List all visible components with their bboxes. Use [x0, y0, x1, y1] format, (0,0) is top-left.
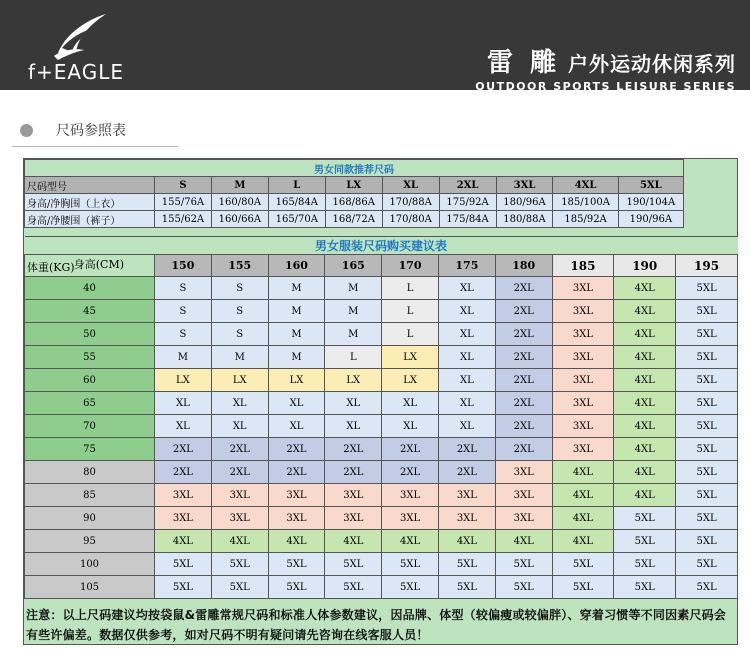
size-advice-cell: 2XL [268, 461, 325, 484]
size-advice-cell: 3XL [495, 484, 552, 507]
size-advice-cell: 5XL [268, 576, 325, 599]
size-advice-cell: 2XL [211, 438, 268, 461]
size-advice-cell: S [155, 300, 212, 323]
table1-cell: 180/88A [496, 211, 553, 228]
size-advice-cell: LX [211, 369, 268, 392]
size-advice-cell: L [382, 300, 439, 323]
table2-row [25, 438, 738, 461]
size-advice-cell: S [211, 277, 268, 300]
weight-cell: 75 [25, 438, 155, 461]
table1-title: 男女同款推荐尺码 [25, 160, 684, 177]
size-advice-cell: XL [438, 392, 495, 415]
size-advice-cell: 2XL [268, 438, 325, 461]
size-advice-cell: 5XL [676, 484, 738, 507]
size-note: 注意：以上尺码建议均按袋鼠&雷雕常规尺码和标准人体参数建议，因品牌、体型（较偏瘦或较偏胖）、穿着习惯等不同因素尺码会有些许偏差。数据仅供参考，如对尺码不明有疑问请先咨询在线客服人员！ [26, 608, 727, 642]
table1-cell: 170/88A [382, 194, 439, 211]
size-advice-cell: 5XL [155, 576, 212, 599]
size-advice-cell: XL [438, 369, 495, 392]
table1-row [25, 194, 684, 211]
size-advice-cell: 4XL [614, 438, 676, 461]
table1-cell: 185/100A [553, 194, 618, 211]
size-advice-cell: 2XL [438, 438, 495, 461]
weight-cell: 50 [25, 323, 155, 346]
size-advice-cell: 5XL [211, 576, 268, 599]
table2-row [25, 461, 738, 484]
size-advice-cell: L [325, 346, 382, 369]
size-advice-cell: S [211, 300, 268, 323]
size-header-cell: XL [382, 177, 439, 194]
corner-weight-label: 体重(KG) [27, 261, 75, 274]
table2-row [25, 415, 738, 438]
table2-row [25, 323, 738, 346]
size-header-cell: LX [325, 177, 382, 194]
size-advice-cell: LX [382, 346, 439, 369]
size-advice-cell: XL [325, 392, 382, 415]
size-advice-cell: 3XL [552, 392, 614, 415]
size-advice-cell: 4XL [614, 392, 676, 415]
size-advice-cell: 3XL [382, 507, 439, 530]
table1-cell: 170/80A [382, 211, 439, 228]
size-advice-cell: L [382, 277, 439, 300]
size-advice-cell: 3XL [438, 507, 495, 530]
weight-cell: 45 [25, 300, 155, 323]
size-recommend-table [24, 159, 684, 228]
table2-row [25, 530, 738, 553]
table1-cell: 190/96A [618, 211, 683, 228]
size-advice-cell: 3XL [211, 507, 268, 530]
size-advice-cell: 4XL [552, 461, 614, 484]
weight-cell: 40 [25, 277, 155, 300]
size-advice-cell: XL [268, 392, 325, 415]
size-advice-cell: 5XL [552, 553, 614, 576]
size-advice-cell: 3XL [211, 484, 268, 507]
size-advice-cell: 2XL [211, 461, 268, 484]
size-advice-cell: 3XL [155, 484, 212, 507]
size-advice-cell: 5XL [325, 553, 382, 576]
height-header-cell: 150 [155, 255, 212, 277]
size-advice-cell: 5XL [676, 392, 738, 415]
size-advice-cell: 4XL [211, 530, 268, 553]
size-advice-cell: 5XL [614, 576, 676, 599]
size-advice-cell: 5XL [495, 553, 552, 576]
size-advice-cell: 2XL [438, 461, 495, 484]
table1-cell: 180/96A [496, 194, 553, 211]
size-advice-cell: 2XL [382, 438, 439, 461]
size-advice-cell: 3XL [268, 484, 325, 507]
size-advice-cell: 3XL [552, 415, 614, 438]
weight-cell: 70 [25, 415, 155, 438]
height-header-cell: 155 [211, 255, 268, 277]
size-advice-cell: 4XL [382, 530, 439, 553]
table1-cell: 185/92A [553, 211, 618, 228]
table1-cell: 165/70A [268, 211, 325, 228]
size-advice-cell: 2XL [155, 438, 212, 461]
size-advice-cell: XL [438, 300, 495, 323]
size-advice-cell: S [211, 323, 268, 346]
size-advice-cell: 5XL [211, 553, 268, 576]
size-advice-cell: 3XL [325, 484, 382, 507]
size-advice-cell: 5XL [676, 300, 738, 323]
size-advice-cell: 2XL [495, 438, 552, 461]
size-advice-cell: LX [155, 369, 212, 392]
table2-title: 男女服装尺码购买建议表 [25, 237, 738, 255]
size-advice-cell: 2XL [325, 438, 382, 461]
weight-cell: 60 [25, 369, 155, 392]
size-advice-cell: 2XL [155, 461, 212, 484]
table1-cell: 168/72A [325, 211, 382, 228]
size-advice-cell: 5XL [438, 576, 495, 599]
size-advice-cell: 4XL [614, 277, 676, 300]
weight-cell: 105 [25, 576, 155, 599]
corner-height-label: 身高(CM) [73, 258, 124, 271]
table1-cell: 155/76A [155, 194, 212, 211]
size-advice-cell: 3XL [552, 346, 614, 369]
size-advice-cell: 2XL [495, 277, 552, 300]
size-advice-cell: 3XL [552, 277, 614, 300]
size-advice-cell: 5XL [614, 530, 676, 553]
size-advice-cell: 5XL [268, 553, 325, 576]
weight-cell: 55 [25, 346, 155, 369]
size-advice-cell: 4XL [614, 461, 676, 484]
size-advice-cell: 5XL [382, 576, 439, 599]
size-advice-cell: 4XL [325, 530, 382, 553]
brand-cn-big: 雷 雕 [486, 48, 561, 78]
size-advice-cell: M [268, 346, 325, 369]
table1-row-label: 身高/净胸围（上衣） [25, 194, 155, 211]
size-advice-cell: 5XL [676, 415, 738, 438]
size-advice-cell: 4XL [495, 530, 552, 553]
size-advice-cell: 5XL [614, 507, 676, 530]
size-advice-cell: M [268, 300, 325, 323]
size-advice-cell: 5XL [438, 553, 495, 576]
size-advice-cell: 4XL [614, 369, 676, 392]
size-advice-cell: 3XL [552, 323, 614, 346]
size-advice-cell: XL [438, 277, 495, 300]
size-advice-cell: LX [325, 369, 382, 392]
weight-cell: 80 [25, 461, 155, 484]
size-advice-cell: 5XL [676, 369, 738, 392]
table2-row [25, 346, 738, 369]
size-advice-cell: 3XL [552, 369, 614, 392]
size-advice-cell: 3XL [438, 484, 495, 507]
table2-row [25, 369, 738, 392]
table2-row [25, 507, 738, 530]
size-advice-cell: M [155, 346, 212, 369]
height-header-cell: 195 [676, 255, 738, 277]
weight-cell: 95 [25, 530, 155, 553]
height-header-cell: 190 [614, 255, 676, 277]
logo-text: f+EAGLE [28, 60, 125, 84]
size-advice-cell: 3XL [325, 507, 382, 530]
size-advice-cell: 5XL [676, 461, 738, 484]
size-advice-cell: XL [382, 392, 439, 415]
size-advice-cell: 2XL [382, 461, 439, 484]
size-advice-cell: 3XL [495, 461, 552, 484]
size-header-cell: 3XL [496, 177, 553, 194]
table1-cell: 175/84A [439, 211, 496, 228]
size-advice-cell: 3XL [382, 484, 439, 507]
brand-cn [475, 42, 736, 79]
section-title: 尺码参照表 [56, 123, 126, 139]
size-advice-cell: 5XL [676, 438, 738, 461]
size-advice-cell: 5XL [676, 346, 738, 369]
size-advice-cell: 3XL [552, 300, 614, 323]
size-advice-table [24, 236, 738, 599]
size-advice-cell: 5XL [676, 530, 738, 553]
size-advice-cell: 2XL [495, 300, 552, 323]
brand-block [475, 42, 736, 93]
table2-row [25, 576, 738, 599]
size-advice-cell: 4XL [155, 530, 212, 553]
size-advice-cell: 5XL [676, 553, 738, 576]
size-header-cell: L [268, 177, 325, 194]
size-advice-cell: XL [438, 323, 495, 346]
weight-cell: 85 [25, 484, 155, 507]
size-advice-cell: M [268, 323, 325, 346]
size-advice-cell: XL [211, 415, 268, 438]
size-advice-cell: M [268, 277, 325, 300]
size-advice-cell: 2XL [495, 369, 552, 392]
size-advice-cell: 4XL [614, 346, 676, 369]
table2-row [25, 553, 738, 576]
size-advice-cell: 5XL [676, 323, 738, 346]
size-advice-cell: S [155, 323, 212, 346]
brand-en: OUTDOOR SPORTS LEISURE SERIES [475, 80, 736, 93]
table1-cell: 168/86A [325, 194, 382, 211]
size-advice-cell: XL [268, 415, 325, 438]
size-advice-cell: 4XL [552, 530, 614, 553]
size-header-cell: 2XL [439, 177, 496, 194]
height-header-cell: 180 [495, 255, 552, 277]
size-advice-cell: 4XL [614, 484, 676, 507]
table1-row [25, 211, 684, 228]
size-advice-cell: L [382, 323, 439, 346]
size-advice-cell: 5XL [676, 507, 738, 530]
size-advice-cell: 2XL [495, 415, 552, 438]
size-advice-cell: 2XL [325, 461, 382, 484]
size-advice-cell: 3XL [552, 438, 614, 461]
size-advice-cell: 4XL [614, 323, 676, 346]
size-advice-cell: 2XL [495, 392, 552, 415]
size-advice-cell: LX [382, 369, 439, 392]
size-advice-cell: XL [155, 392, 212, 415]
size-advice-cell: 5XL [495, 576, 552, 599]
bullet-icon [20, 124, 33, 137]
table2-corner [25, 255, 155, 277]
weight-cell: 65 [25, 392, 155, 415]
size-advice-cell: 5XL [676, 277, 738, 300]
size-advice-cell: 5XL [155, 553, 212, 576]
size-advice-cell: LX [268, 369, 325, 392]
size-advice-cell: XL [438, 415, 495, 438]
size-advice-cell: 5XL [552, 576, 614, 599]
table1-cell: 160/66A [211, 211, 268, 228]
table2-row [25, 484, 738, 507]
size-advice-cell: 2XL [495, 323, 552, 346]
size-advice-cell: 4XL [552, 484, 614, 507]
height-header-cell: 185 [552, 255, 614, 277]
table1-cell: 155/62A [155, 211, 212, 228]
table1-cell: 190/104A [618, 194, 683, 211]
size-advice-cell: M [325, 323, 382, 346]
height-header-cell: 175 [438, 255, 495, 277]
page-header [0, 0, 750, 93]
size-advice-cell: M [325, 277, 382, 300]
table1-row-label: 身高/净腰围（裤子） [25, 211, 155, 228]
table1-cell: 165/84A [268, 194, 325, 211]
height-header-cell: 170 [382, 255, 439, 277]
size-advice-cell: 4XL [438, 530, 495, 553]
size-advice-cell: 2XL [495, 346, 552, 369]
size-header-cell: 5XL [618, 177, 683, 194]
weight-cell: 90 [25, 507, 155, 530]
brand-cn-small: 户外运动休闲系列 [568, 52, 736, 76]
size-advice-cell: 5XL [614, 553, 676, 576]
table1-cell: 175/92A [439, 194, 496, 211]
table2-row [25, 392, 738, 415]
table1-cell: 160/80A [211, 194, 268, 211]
size-advice-cell: XL [382, 415, 439, 438]
size-advice-cell: S [155, 277, 212, 300]
size-header-cell: 4XL [553, 177, 618, 194]
size-advice-cell: 3XL [155, 507, 212, 530]
size-advice-cell: XL [438, 346, 495, 369]
section-divider [12, 146, 178, 147]
size-advice-cell: 4XL [614, 300, 676, 323]
size-advice-cell: M [325, 300, 382, 323]
size-header-cell: M [211, 177, 268, 194]
table1-header-label: 尺码型号 [25, 177, 155, 194]
height-header-cell: 165 [325, 255, 382, 277]
size-advice-cell: 5XL [382, 553, 439, 576]
size-advice-cell: XL [211, 392, 268, 415]
size-advice-cell: 5XL [676, 576, 738, 599]
table2-row [25, 300, 738, 323]
weight-cell: 100 [25, 553, 155, 576]
size-advice-cell: 5XL [325, 576, 382, 599]
size-advice-cell: 3XL [268, 507, 325, 530]
size-advice-cell: 4XL [614, 415, 676, 438]
table2-row [25, 277, 738, 300]
size-advice-cell: 3XL [495, 507, 552, 530]
size-advice-cell: XL [155, 415, 212, 438]
size-header-cell: S [155, 177, 212, 194]
size-advice-cell: XL [325, 415, 382, 438]
size-advice-cell: 4XL [552, 507, 614, 530]
height-header-cell: 160 [268, 255, 325, 277]
size-advice-cell: M [211, 346, 268, 369]
size-advice-cell: 4XL [268, 530, 325, 553]
